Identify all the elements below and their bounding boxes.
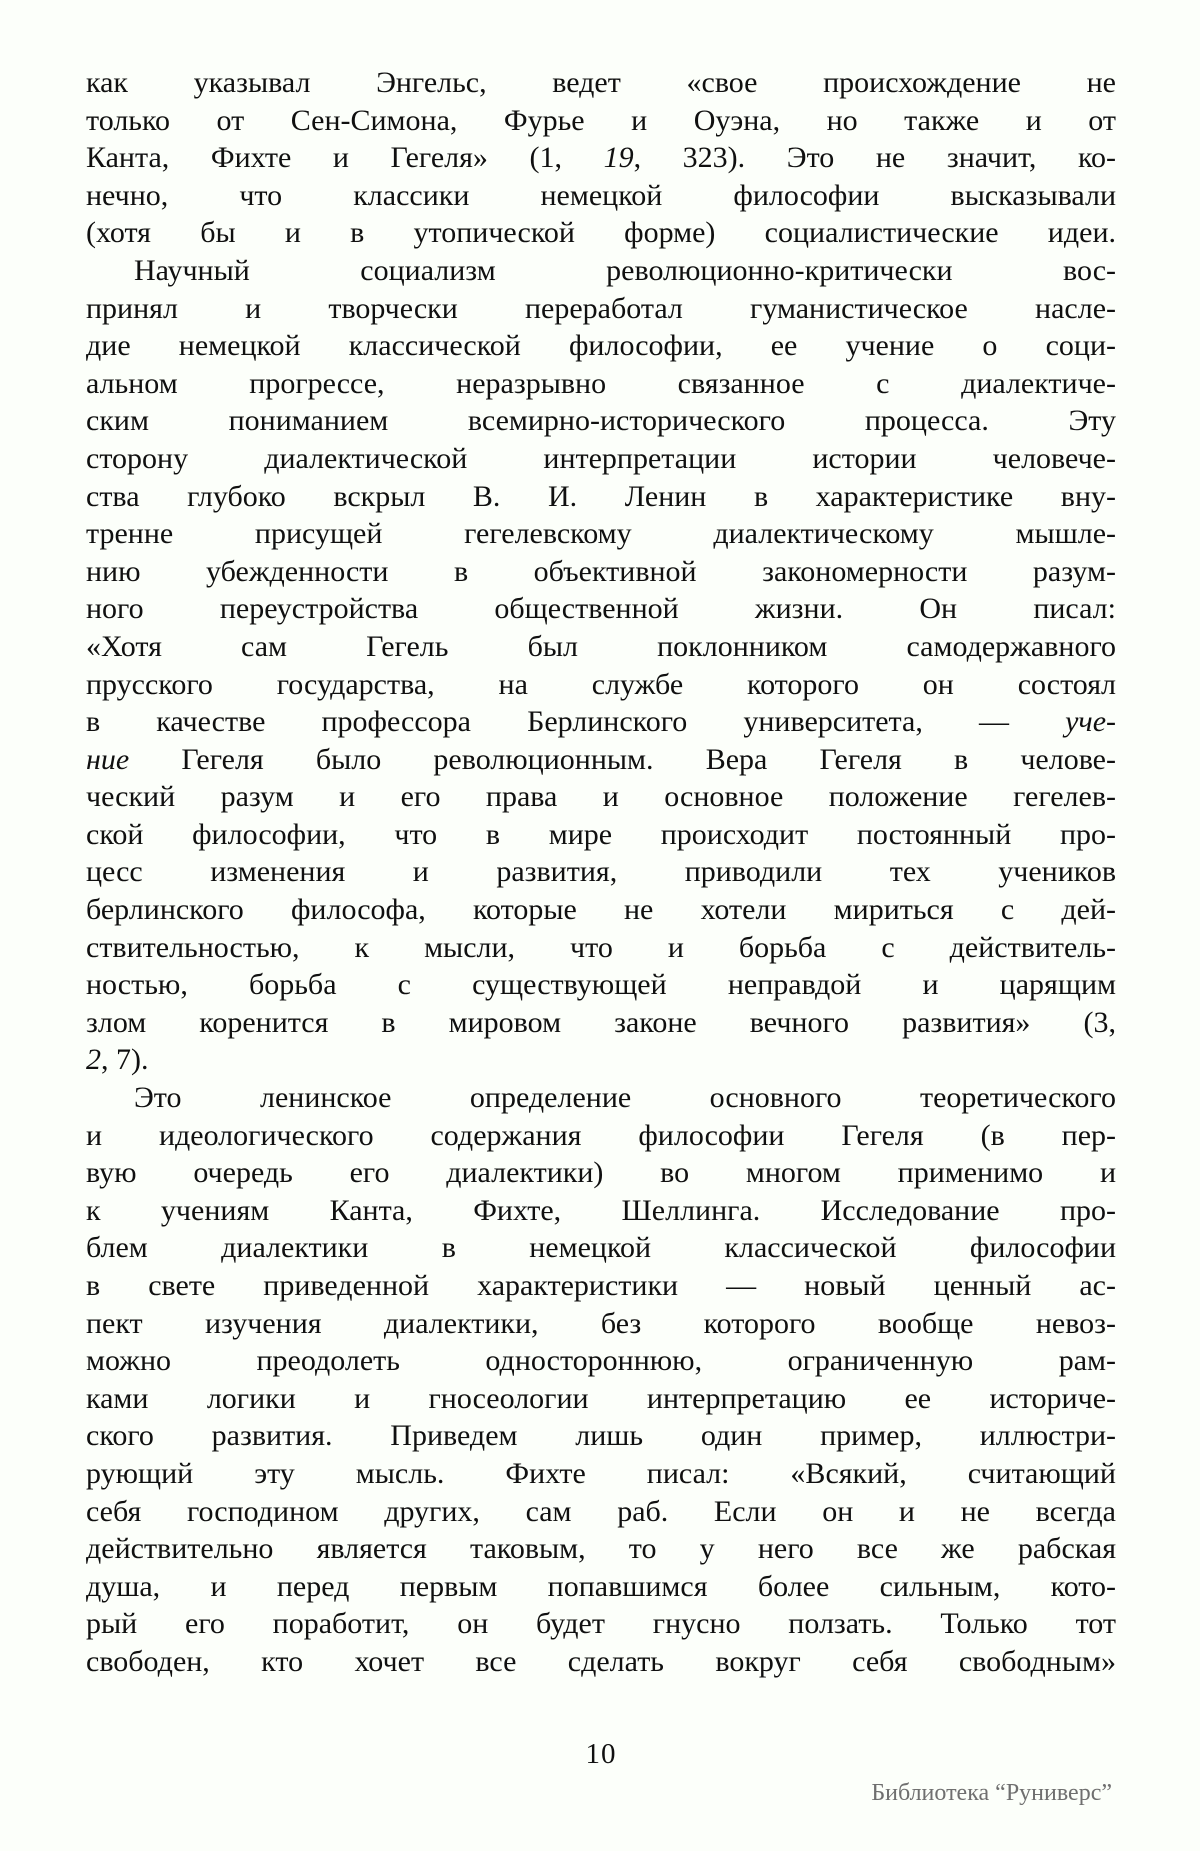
text-segment: Канта, Фихте и Гегеля» (1, <box>86 141 604 175</box>
text-line <box>86 64 1116 102</box>
text-line <box>86 590 1116 628</box>
text-line <box>86 1530 1116 1568</box>
library-watermark: Библиотека “Руниверс” <box>871 1780 1112 1806</box>
italic-text-segment: 19 <box>603 141 634 175</box>
text-line <box>86 929 1116 967</box>
text-line <box>86 139 1116 177</box>
text-line <box>86 628 1116 666</box>
italic-text-segment: ние <box>86 742 130 776</box>
text-segment: Гегеля было революционным. Вера Гегеля в челове- <box>129 742 1116 776</box>
text-segment: душа, и перед первым попавшимся более сильным, кото- <box>86 1569 1116 1603</box>
text-line <box>86 1643 1116 1681</box>
text-line <box>86 440 1116 478</box>
text-line <box>86 853 1116 891</box>
text-segment: принял и творчески переработал гуманистическое насле- <box>86 291 1116 325</box>
page-text-block <box>86 64 1116 1681</box>
text-line <box>86 478 1116 516</box>
text-line <box>86 1605 1116 1643</box>
text-segment: альном прогрессе, неразрывно связанное с диалектиче- <box>86 366 1116 400</box>
text-segment: рующий эту мысль. Фихте писал: «Всякий, считающий <box>86 1456 1116 1490</box>
text-segment: (хотя бы и в утопической форме) социалистические идеи. <box>86 216 1116 250</box>
text-line <box>86 703 1116 741</box>
text-line <box>86 327 1116 365</box>
text-segment: ностью, борьба с существующей неправдой и царящим <box>86 968 1116 1002</box>
text-segment: злом коренится в мировом законе вечного развития» (3, <box>86 1005 1116 1039</box>
text-line <box>86 1229 1116 1267</box>
text-line <box>86 177 1116 215</box>
text-line <box>86 1154 1116 1192</box>
text-line <box>86 778 1116 816</box>
text-line <box>86 402 1116 440</box>
text-segment: берлинского философа, которые не хотели мириться с дей- <box>86 893 1116 927</box>
text-line <box>86 741 1116 779</box>
text-segment: прусского государства, на службе которого он состоял <box>86 667 1116 701</box>
text-segment: только от Сен-Симона, Фурье и Оуэна, но также и от <box>86 103 1116 137</box>
text-line <box>86 1493 1116 1531</box>
text-segment: «Хотя сам Гегель был поклонником самодержавного <box>86 629 1116 663</box>
text-segment: , 7). <box>101 1043 149 1077</box>
text-line <box>86 891 1116 929</box>
text-line <box>86 1192 1116 1230</box>
text-line <box>86 365 1116 403</box>
text-segment: ства глубоко вскрыл В. И. Ленин в характеристике вну- <box>86 479 1116 513</box>
text-segment: ческий разум и его права и основное положение гегелев- <box>86 780 1116 814</box>
text-segment: нию убежденности в объективной закономерности разум- <box>86 554 1116 588</box>
text-segment: себя господином других, сам раб. Если он и не всегда <box>86 1494 1116 1528</box>
text-segment: ским пониманием всемирно-исторического процесса. Эту <box>86 404 1116 438</box>
text-line <box>86 553 1116 591</box>
text-line <box>86 1004 1116 1042</box>
text-segment: дие немецкой классической философии, ее учение о соци- <box>86 329 1116 363</box>
text-segment: сторону диалектической интерпретации истории человече- <box>86 441 1116 475</box>
text-line <box>86 1342 1116 1380</box>
text-line <box>86 1568 1116 1606</box>
text-segment: действительно является таковым, то у него все же рабская <box>86 1532 1116 1566</box>
text-line <box>86 816 1116 854</box>
text-segment: Научный социализм революционно-критически вос- <box>134 253 1116 287</box>
text-line <box>86 214 1116 252</box>
text-segment: блем диалектики в немецкой классической философии <box>86 1231 1116 1265</box>
text-line <box>86 1417 1116 1455</box>
text-segment: ствительностью, к мысли, что и борьба с действитель- <box>86 930 1116 964</box>
text-segment: Это ленинское определение основного теоретического <box>134 1081 1116 1115</box>
text-line <box>86 102 1116 140</box>
text-segment: нечно, что классики немецкой философии высказывали <box>86 178 1116 212</box>
text-line <box>86 1455 1116 1493</box>
text-segment: в качестве профессора Берлинского университета, — <box>86 705 1066 739</box>
italic-text-segment: уче- <box>1065 705 1116 739</box>
text-line <box>86 1305 1116 1343</box>
text-line <box>86 252 1116 290</box>
text-segment: в свете приведенной характеристики — новый ценный ас- <box>86 1269 1116 1302</box>
text-segment: ской философии, что в мире происходит постоянный про- <box>86 817 1116 851</box>
text-segment: как указывал Энгельс, ведет «свое происхождение не <box>86 66 1116 99</box>
text-line <box>86 666 1116 704</box>
text-line <box>86 1041 1116 1079</box>
text-segment: рый его поработит, он будет гнусно ползать. Только тот <box>86 1607 1116 1641</box>
text-line <box>86 966 1116 1004</box>
text-segment: тренне присущей гегелевскому диалектическому мышле- <box>86 517 1116 551</box>
text-line <box>86 1380 1116 1418</box>
text-segment: ского развития. Приведем лишь один пример, иллюстри- <box>86 1419 1116 1453</box>
text-segment: и идеологического содержания философии Гегеля (в пер- <box>86 1118 1116 1152</box>
text-segment: ного переустройства общественной жизни. Он писал: <box>86 592 1116 626</box>
text-line <box>86 290 1116 328</box>
text-line <box>86 515 1116 553</box>
text-segment: цесс изменения и развития, приводили тех учеников <box>86 855 1116 889</box>
text-line <box>86 1267 1116 1305</box>
text-segment: свободен, кто хочет все сделать вокруг себя свободным» <box>86 1644 1116 1678</box>
text-segment: можно преодолеть одностороннюю, ограниченную рам- <box>86 1344 1116 1378</box>
text-line <box>86 1117 1116 1155</box>
text-line <box>86 1079 1116 1117</box>
text-segment: ками логики и гносеологии интерпретацию ее историче- <box>86 1381 1116 1415</box>
text-segment: вую очередь его диалектики) во многом применимо и <box>86 1156 1116 1190</box>
text-segment: , 323). Это не значит, ко- <box>633 141 1116 175</box>
italic-text-segment: 2 <box>86 1043 101 1077</box>
text-segment: к учениям Канта, Фихте, Шеллинга. Исследование про- <box>86 1193 1116 1227</box>
page-number: 10 <box>585 1738 617 1770</box>
text-segment: пект изучения диалектики, без которого вообще невоз- <box>86 1306 1116 1340</box>
